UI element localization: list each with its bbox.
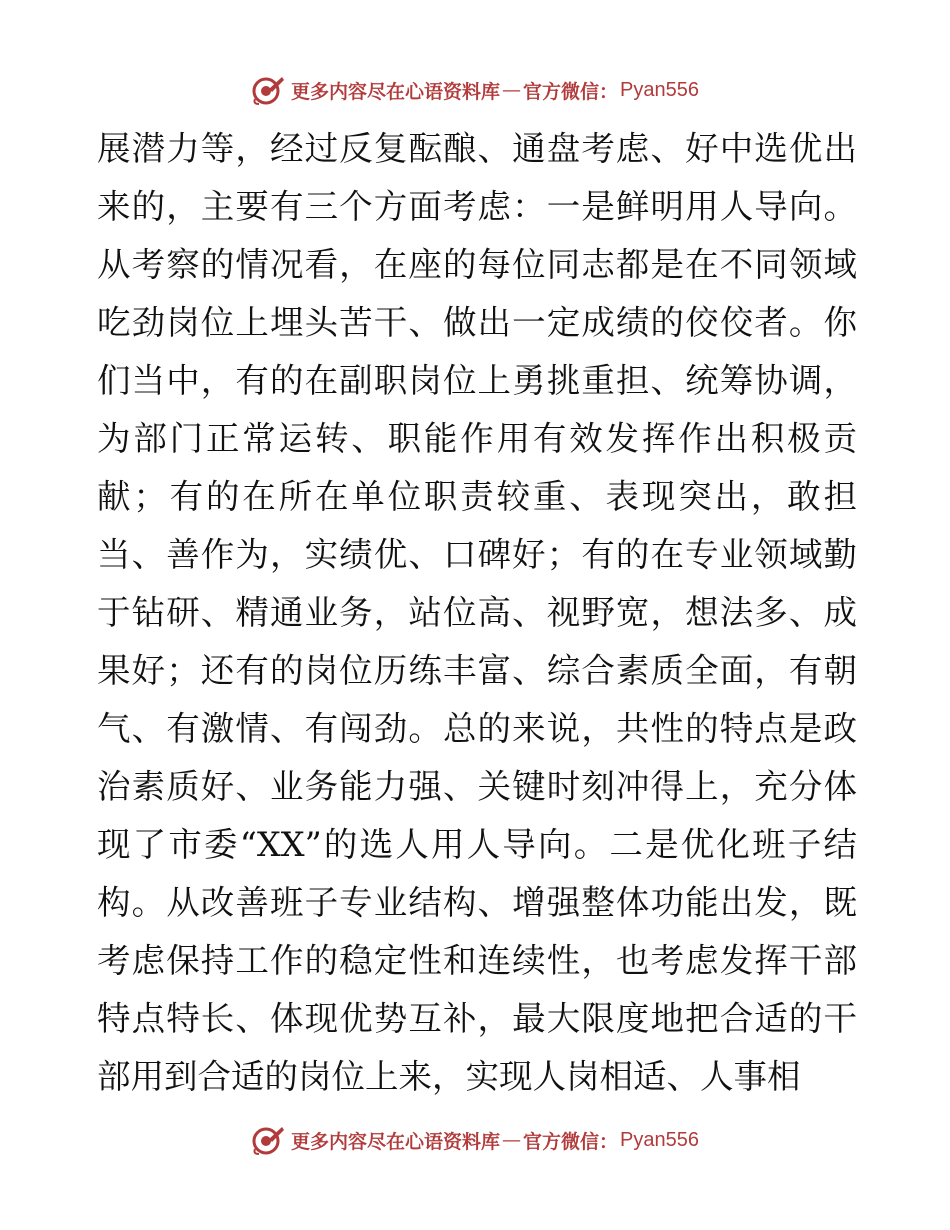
text-line: 为部门正常运转、职能作用有效发挥作出积极贡 — [97, 419, 857, 458]
text-line: 治素质好、业务能力强、关键时刻冲得上，充分体 — [97, 767, 857, 806]
banner-wechat-label: 官方微信： — [523, 1130, 619, 1153]
text-line: 部用到合适的岗位上来，实现人岗相适、人事相 — [97, 1057, 801, 1096]
text-line: 现了市委“XX”的选人用人导向。二是优化班子结 — [97, 825, 857, 864]
text-line: 果好；还有的岗位历练丰富、综合素质全面，有朝 — [97, 651, 857, 690]
logo-icon — [251, 73, 285, 107]
banner-main-text: 更多内容尽在心语资料库 — [291, 1130, 501, 1153]
text-line: 考虑保持工作的稳定性和连续性，也考虑发挥干部 — [97, 941, 857, 980]
text-line: 来的，主要有三个方面考虑：一是鲜明用人导向。 — [97, 187, 857, 226]
text-line: 展潜力等，经过反复酝酿、通盘考虑、好中选优出 — [97, 129, 857, 168]
footer-banner — [0, 1120, 950, 1160]
text-line: 吃劲岗位上埋头苦干、做出一定成绩的佼佼者。你 — [97, 303, 857, 342]
text-line: 从考察的情况看，在座的每位同志都是在不同领域 — [97, 245, 857, 284]
banner-separator: — — [502, 1129, 522, 1151]
text-line: 献；有的在所在单位职责较重、表现突出，敢担 — [97, 477, 857, 516]
logo-icon — [251, 1123, 285, 1157]
text-line: 于钻研、精通业务，站位高、视野宽，想法多、成 — [97, 593, 857, 632]
header-banner — [0, 70, 950, 110]
text-line: 当、善作为，实绩优、口碑好；有的在专业领域勤 — [97, 535, 857, 574]
text-line: 构。从改善班子专业结构、增强整体功能出发，既 — [97, 883, 857, 922]
banner-separator: — — [502, 79, 522, 101]
document-body — [97, 120, 857, 1106]
banner-wechat-label: 官方微信： — [523, 80, 619, 103]
text-line: 特点特长、体现优势互补，最大限度地把合适的干 — [97, 999, 857, 1038]
text-line: 们当中，有的在副职岗位上勇挑重担、统筹协调， — [97, 361, 857, 400]
text-line: 气、有激情、有闯劲。总的来说，共性的特点是政 — [97, 709, 857, 748]
banner-main-text: 更多内容尽在心语资料库 — [291, 80, 501, 103]
banner-handle: Pyan556 — [620, 78, 699, 101]
banner-handle: Pyan556 — [620, 1128, 699, 1151]
